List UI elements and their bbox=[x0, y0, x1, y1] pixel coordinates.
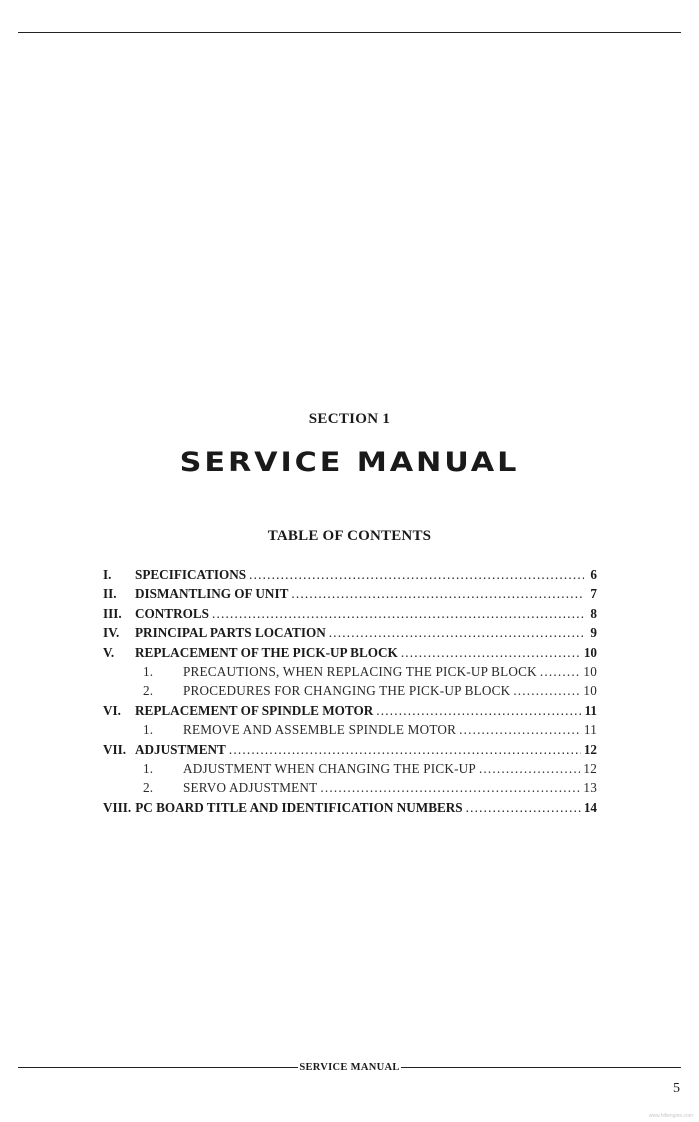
toc-dot-leader bbox=[479, 761, 580, 777]
toc-entry-number: VIII. bbox=[103, 799, 132, 815]
toc-entry-title: CONTROLS bbox=[135, 605, 210, 621]
toc-entry-page: 8 bbox=[590, 605, 597, 621]
toc-dot-leader bbox=[229, 742, 581, 758]
toc-entry-title: ADJUSTMENT WHEN CHANGING THE PICK-UP bbox=[183, 760, 476, 776]
toc-entry-page: 7 bbox=[590, 586, 597, 602]
toc-entry-number: V. bbox=[103, 644, 115, 660]
toc-dot-leader bbox=[466, 800, 581, 816]
toc-entry bbox=[103, 703, 597, 722]
toc-entry bbox=[103, 625, 597, 644]
toc-dot-leader bbox=[459, 722, 581, 738]
section-label: SECTION 1 bbox=[308, 411, 391, 427]
watermark: www.hifiengine.com bbox=[648, 1113, 693, 1119]
toc-entry-number: II. bbox=[103, 586, 117, 602]
toc-dot-leader bbox=[291, 586, 584, 602]
toc-dot-leader bbox=[249, 567, 584, 583]
toc-entry-title: PRECAUTIONS, WHEN REPLACING THE PICK-UP BLOCK bbox=[183, 663, 537, 679]
toc-entry bbox=[103, 664, 597, 683]
toc-dot-leader bbox=[212, 606, 584, 622]
top-divider bbox=[18, 32, 681, 33]
toc-dot-leader bbox=[540, 664, 581, 680]
toc-entry-title: REPLACEMENT OF SPINDLE MOTOR bbox=[135, 702, 374, 718]
toc-entry-title: SERVO ADJUSTMENT bbox=[183, 780, 318, 796]
toc-entry-title: REPLACEMENT OF THE PICK-UP BLOCK bbox=[135, 644, 398, 660]
footer-label: SERVICE MANUAL bbox=[299, 1062, 400, 1073]
toc-entry bbox=[103, 722, 597, 741]
toc-entry bbox=[103, 586, 597, 605]
toc-dot-leader bbox=[401, 645, 581, 661]
footer-divider-left bbox=[18, 1067, 298, 1068]
toc-entry bbox=[103, 645, 597, 664]
toc-entry bbox=[103, 683, 597, 702]
toc-entry-number: 2. bbox=[143, 683, 154, 699]
toc-entry-page: 6 bbox=[590, 567, 597, 582]
toc-entry-number: I. bbox=[103, 567, 112, 582]
toc-entry-number: 1. bbox=[143, 760, 154, 776]
toc-heading: TABLE OF CONTENTS bbox=[267, 528, 432, 544]
toc-entry bbox=[103, 742, 597, 761]
footer-divider-right bbox=[401, 1067, 681, 1068]
toc-entry-number: 1. bbox=[143, 722, 154, 738]
toc-entry-page: 12 bbox=[583, 760, 597, 776]
toc-entry-title: PROCEDURES FOR CHANGING THE PICK-UP BLOCK bbox=[183, 683, 511, 699]
toc-entry-number: IV. bbox=[103, 625, 120, 641]
toc-dot-leader bbox=[513, 683, 580, 699]
toc-entry bbox=[103, 606, 597, 625]
toc-entry-title: ADJUSTMENT bbox=[135, 741, 226, 757]
toc-entry-title: SPECIFICATIONS bbox=[135, 567, 247, 582]
page-number: 5 bbox=[673, 1081, 680, 1096]
toc-entry-page: 11 bbox=[583, 722, 597, 738]
page-title: SERVICE MANUAL bbox=[179, 447, 520, 478]
toc-entry-page: 12 bbox=[583, 741, 597, 757]
toc-entry-page: 10 bbox=[583, 644, 597, 660]
toc-dot-leader bbox=[329, 625, 584, 641]
toc-entry-number: 1. bbox=[143, 663, 154, 679]
toc-entry-number: VII. bbox=[103, 741, 127, 757]
toc-dot-leader bbox=[376, 703, 581, 719]
toc-entry-page: 14 bbox=[583, 799, 597, 815]
toc-entry-page: 11 bbox=[584, 702, 597, 718]
toc-entry-number: VI. bbox=[103, 702, 121, 718]
toc-dot-leader bbox=[320, 780, 580, 796]
footer bbox=[18, 1062, 681, 1073]
toc-entry-title: PC BOARD TITLE AND IDENTIFICATION NUMBERS bbox=[135, 799, 463, 815]
toc-entry-page: 10 bbox=[583, 663, 597, 679]
toc-entry-number: 2. bbox=[143, 780, 154, 796]
table-of-contents bbox=[103, 567, 597, 819]
toc-entry-title: DISMANTLING OF UNIT bbox=[135, 586, 289, 602]
toc-entry bbox=[103, 567, 597, 586]
toc-entry-title: REMOVE AND ASSEMBLE SPINDLE MOTOR bbox=[183, 722, 457, 738]
toc-entry-page: 10 bbox=[583, 683, 597, 699]
toc-entry-page: 13 bbox=[583, 780, 597, 796]
toc-entry-number: III. bbox=[103, 605, 122, 621]
toc-entry-page: 9 bbox=[590, 625, 597, 641]
toc-entry bbox=[103, 800, 597, 819]
toc-entry bbox=[103, 761, 597, 780]
toc-entry bbox=[103, 780, 597, 799]
toc-entry-title: PRINCIPAL PARTS LOCATION bbox=[135, 625, 326, 641]
